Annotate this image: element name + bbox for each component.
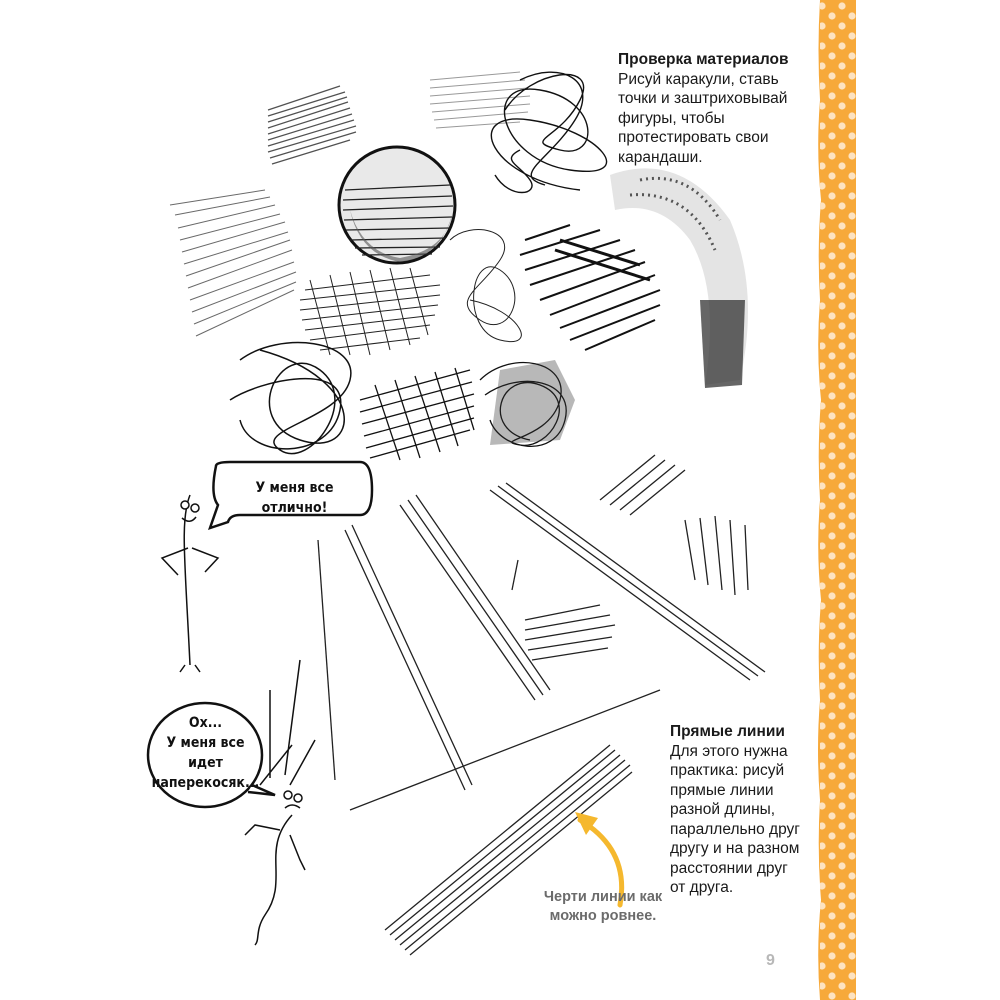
- materials-text-block: [618, 50, 789, 167]
- bubble-worried-text: Ох... У меня все идет наперекосяк...: [151, 715, 260, 791]
- decorative-dotted-stripe: [816, 0, 856, 1000]
- scribble-middle: [450, 230, 521, 342]
- materials-body: Рисуй каракули, ставь точки и заштриховывай фигуры, чтобы протестировать свои карандаши.: [618, 70, 788, 166]
- caption-draw-evenly: Черти линии как можно ровнее.: [543, 889, 663, 924]
- happy-stick-character: [162, 495, 218, 672]
- line-fan-left: [170, 190, 296, 336]
- scribble-top-right: [491, 72, 606, 192]
- dark-scribble-patch: [480, 360, 575, 446]
- straight-lines-heading: Прямые линии: [670, 723, 785, 740]
- grid-crosshatch: [360, 368, 474, 460]
- straight-lines-text-block: [670, 722, 800, 898]
- shaded-sphere: [339, 147, 455, 263]
- scribble-bottom-left: [230, 343, 351, 454]
- dark-hatch-patch: [520, 225, 660, 350]
- crosshatch-patch: [300, 268, 440, 355]
- materials-heading: Проверка материалов: [618, 51, 789, 68]
- straight-lines-body: Для этого нужна практика: рисуй прямые линии разной длины, параллельно друг другу и на разном расстоянии друг от друга.: [670, 742, 800, 896]
- shading-patch-top: [268, 86, 356, 164]
- dotted-arc: [610, 168, 748, 388]
- bubble-happy-text: У меня все отлично!: [255, 480, 334, 516]
- page-number: 9: [766, 952, 775, 969]
- worried-stick-character: [245, 660, 315, 945]
